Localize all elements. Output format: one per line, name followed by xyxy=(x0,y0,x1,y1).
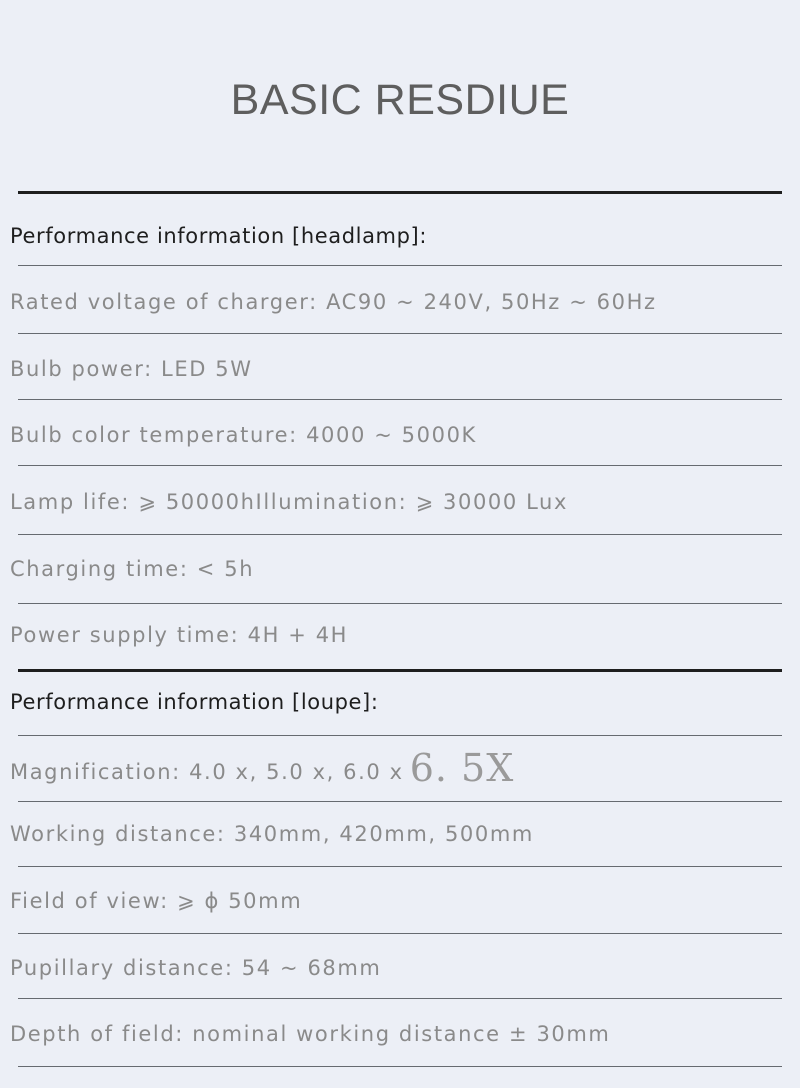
row-divider xyxy=(18,998,782,999)
spec-depth-of-field: Depth of field: nominal working distance ± 30mm xyxy=(10,1022,611,1046)
row-divider xyxy=(18,933,782,934)
row-divider xyxy=(18,265,782,266)
loupe-section-heading: Performance information [loupe]: xyxy=(10,690,379,714)
spec-pupillary-distance: Pupillary distance: 54 ~ 68mm xyxy=(10,956,382,980)
row-divider xyxy=(18,1066,782,1067)
row-divider xyxy=(18,399,782,400)
row-divider xyxy=(18,801,782,802)
row-divider xyxy=(18,735,782,736)
spec-magnification xyxy=(10,748,514,788)
spec-bulb-power: Bulb power: LED 5W xyxy=(10,357,253,381)
row-divider xyxy=(18,534,782,535)
spec-charger-voltage: Rated voltage of charger: AC90 ~ 240V, 50Hz ~ 60Hz xyxy=(10,290,657,314)
section-divider xyxy=(18,669,782,672)
spec-lamp-life: Lamp life: ⩾ 50000hIllumination: ⩾ 30000 Lux xyxy=(10,490,568,514)
headlamp-section-heading: Performance information [headlamp]: xyxy=(10,224,428,248)
page-title: BASIC RESDIUE xyxy=(230,76,570,124)
title-divider xyxy=(18,191,782,194)
spec-working-distance: Working distance: 340mm, 420mm, 500mm xyxy=(10,822,534,846)
row-divider xyxy=(18,333,782,334)
magnification-highlight: 6. 5X xyxy=(409,746,515,790)
spec-field-of-view: Field of view: ⩾ ɸ 50mm xyxy=(10,889,303,913)
spec-power-supply-time: Power supply time: 4H + 4H xyxy=(10,623,349,647)
row-divider xyxy=(18,465,782,466)
spec-charging-time: Charging time: < 5h xyxy=(10,557,255,581)
row-divider xyxy=(18,866,782,867)
magnification-values: Magnification: 4.0 x, 5.0 x, 6.0 x xyxy=(10,760,404,784)
spec-color-temperature: Bulb color temperature: 4000 ~ 5000K xyxy=(10,423,477,447)
row-divider xyxy=(18,603,782,604)
